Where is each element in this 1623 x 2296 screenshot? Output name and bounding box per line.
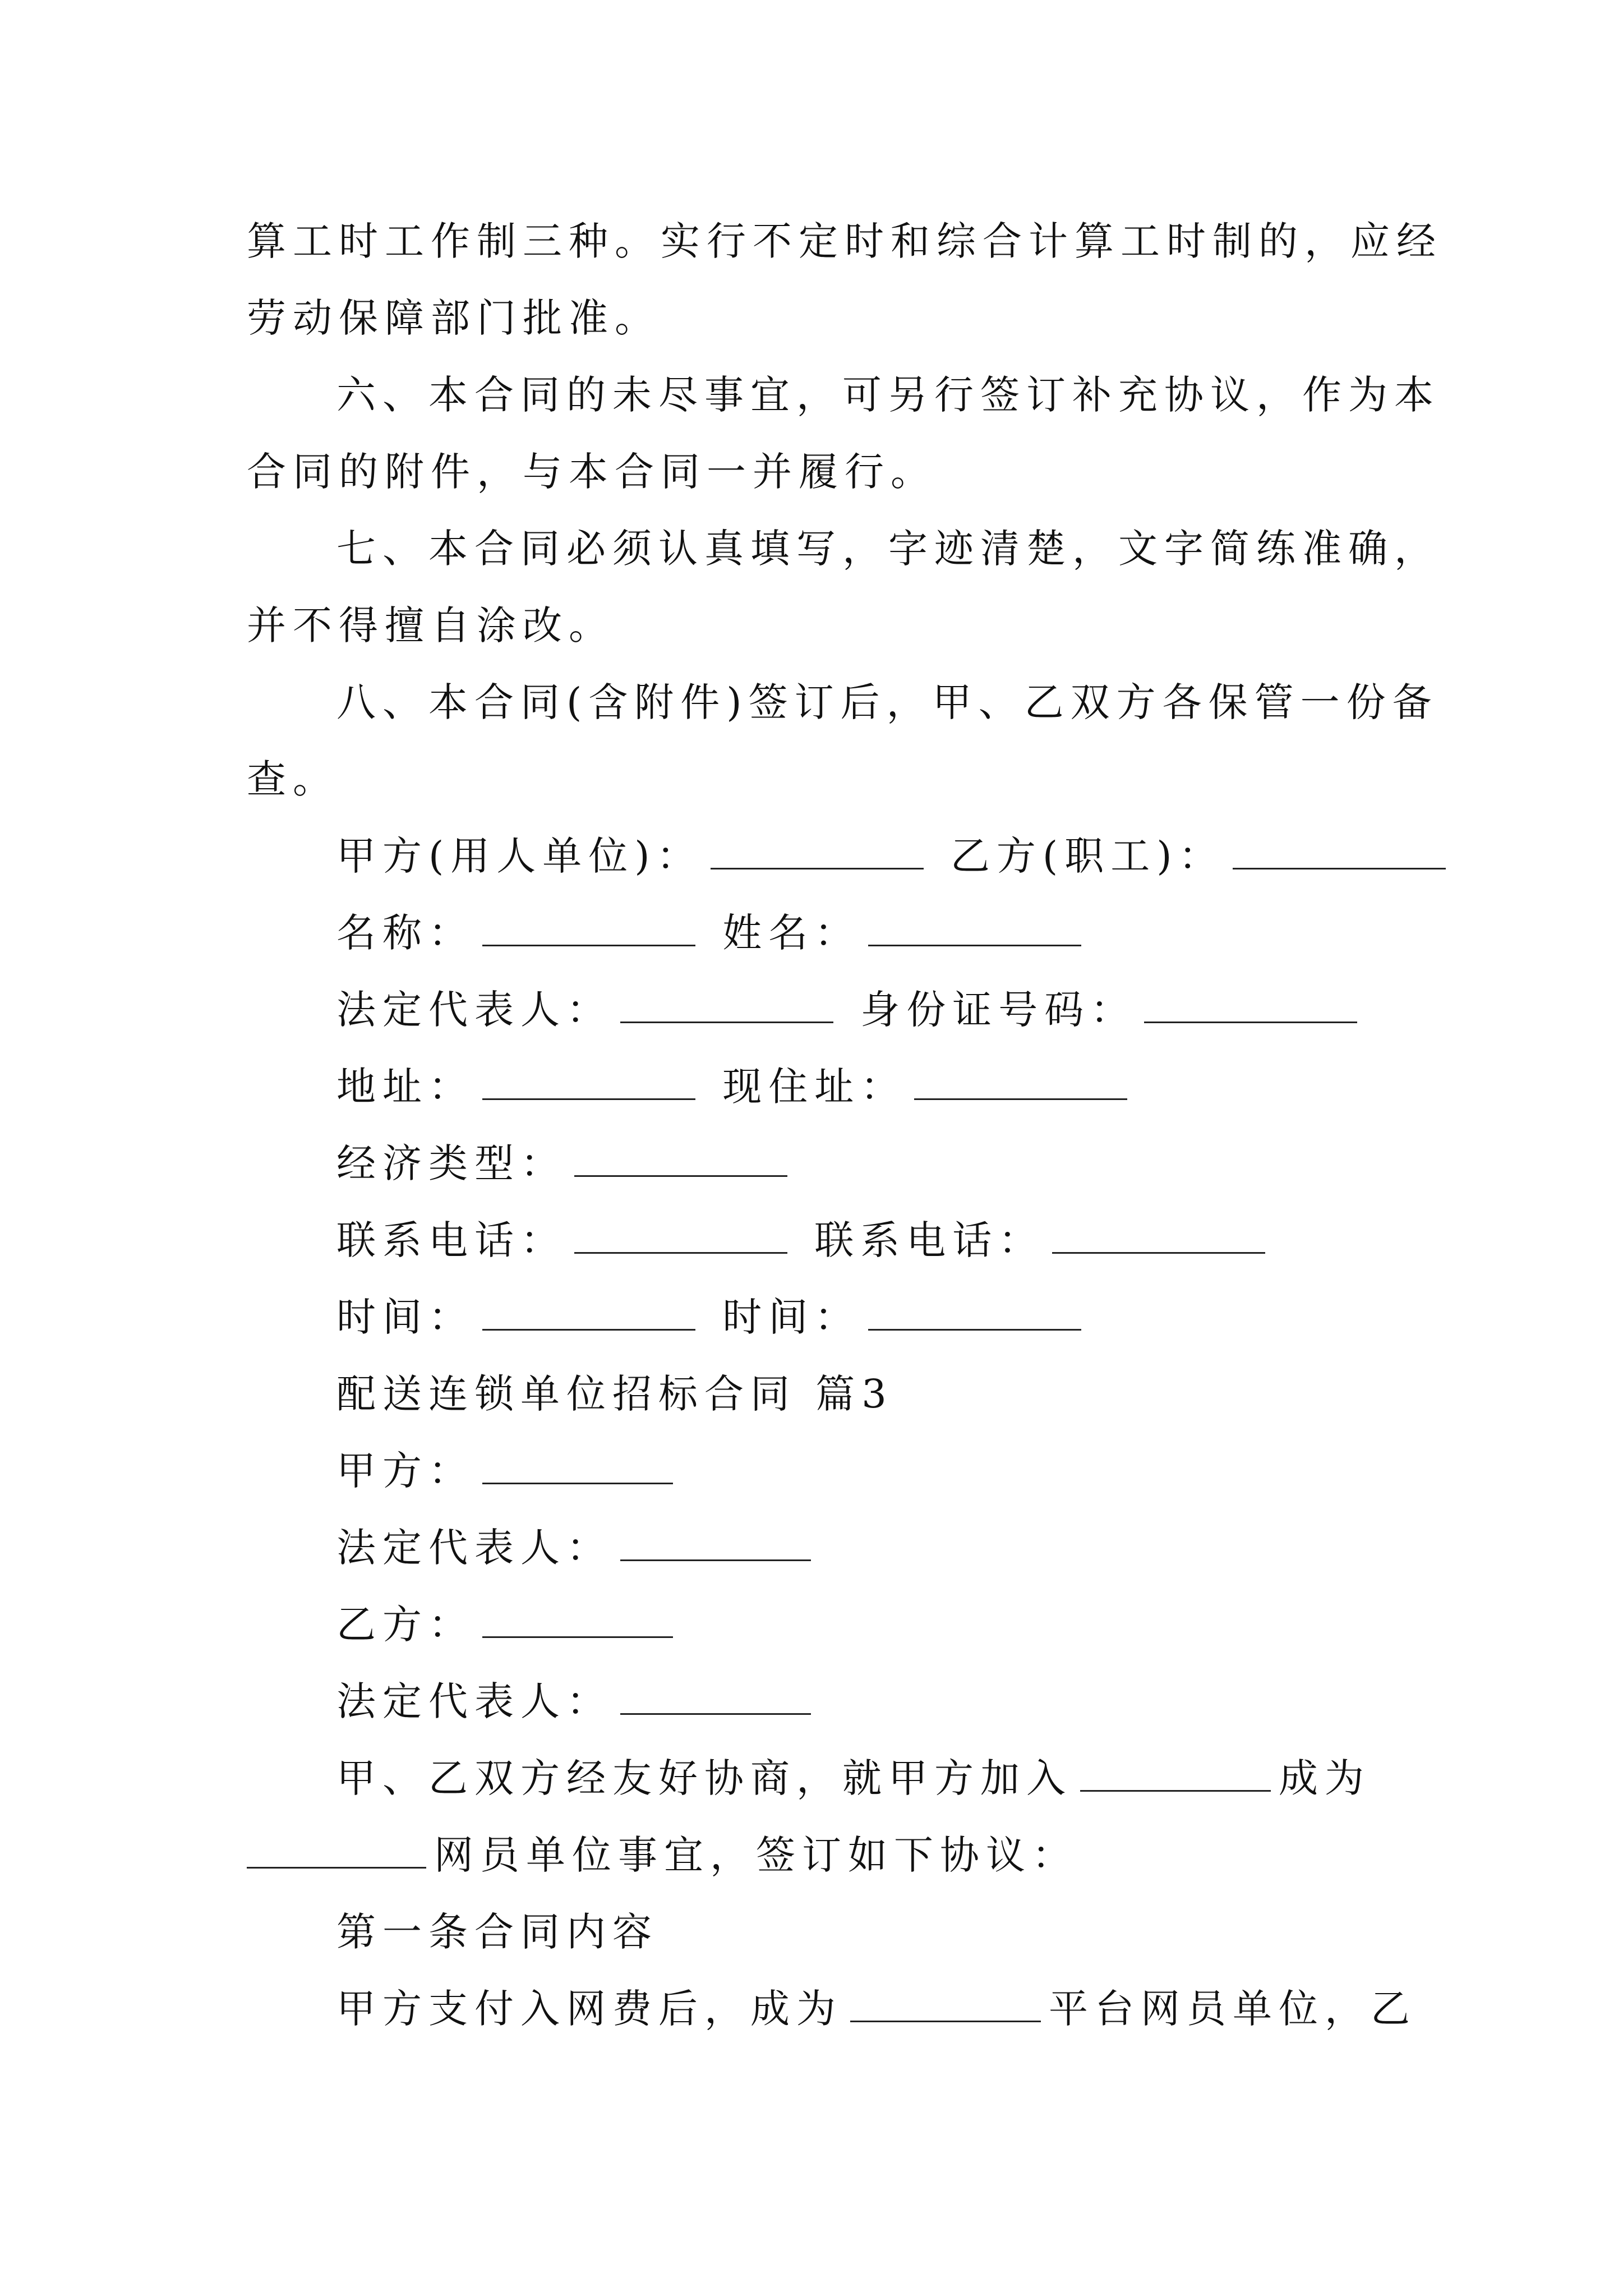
clause-8-line: 查。 xyxy=(247,756,339,802)
economy-type-label: 经济类型： xyxy=(336,1140,566,1186)
party-b-label: 乙方(职工)： xyxy=(950,833,1225,879)
clause-6-line: 六、本合同的未尽事宜，可另行签订补充协议，作为本 xyxy=(336,372,1440,418)
signature-row-time xyxy=(336,1292,1089,1342)
time-b-label: 时间： xyxy=(722,1294,861,1340)
party-a-label: 甲方(用人单位)： xyxy=(336,833,703,879)
current-address-blank xyxy=(914,1066,1127,1100)
phone-b-blank xyxy=(1052,1220,1265,1254)
article-1-text: 甲方支付入网费后，成为 xyxy=(336,1986,842,2032)
id-number-blank xyxy=(1144,989,1357,1023)
paragraph-line: 算工时工作制三种。实行不定时和综合计算工时制的，应经 xyxy=(247,218,1442,264)
phone-a-label: 联系电话： xyxy=(336,1217,566,1263)
section3-legal-rep-b-blank xyxy=(620,1681,811,1715)
article-1-text: 平台网员单位，乙 xyxy=(1049,1986,1417,2032)
article-1-line xyxy=(336,1984,1417,2034)
id-number-label: 身份证号码： xyxy=(860,987,1137,1033)
section3-party-a-blank xyxy=(482,1450,673,1484)
intro-text: 成为 xyxy=(1279,1755,1371,1801)
company-name-blank xyxy=(482,912,695,946)
intro-blank-1 xyxy=(1080,1757,1271,1792)
section3-legal-rep-b-row xyxy=(336,1676,819,1727)
intro-blank-2 xyxy=(247,1834,426,1869)
signature-row-phone xyxy=(336,1215,1273,1266)
address-label: 地址： xyxy=(336,1064,474,1110)
person-name-label: 姓名： xyxy=(722,910,861,956)
person-name-blank xyxy=(868,912,1081,946)
clause-8-line: 八、本合同(含附件)签订后，甲、乙双方各保管一份备 xyxy=(336,679,1438,725)
section3-legal-rep-a-row xyxy=(336,1522,819,1573)
clause-7-line: 并不得擅自涂改。 xyxy=(247,602,615,648)
company-name-label: 名称： xyxy=(336,910,474,956)
party-b-blank xyxy=(1233,835,1446,869)
paragraph-line: 劳动保障部门批准。 xyxy=(247,295,661,341)
section3-legal-rep-a-label: 法定代表人： xyxy=(336,1525,612,1571)
article-1-title: 第一条合同内容 xyxy=(336,1909,658,1955)
intro-text: 网员单位事宜，签订如下协议： xyxy=(434,1832,1078,1878)
address-blank xyxy=(482,1066,695,1100)
section3-party-a-label: 甲方： xyxy=(336,1448,474,1494)
signature-row-parties xyxy=(336,831,1454,881)
legal-rep-label: 法定代表人： xyxy=(336,987,612,1033)
section3-intro-line xyxy=(247,1830,1078,1880)
signature-row-names xyxy=(336,908,1089,958)
time-a-label: 时间： xyxy=(336,1294,474,1340)
section3-legal-rep-a-blank xyxy=(620,1527,811,1561)
legal-rep-blank xyxy=(620,989,833,1023)
section3-party-b-row xyxy=(336,1599,681,1650)
intro-text: 甲、乙双方经友好协商，就甲方加入 xyxy=(336,1755,1072,1801)
party-a-blank xyxy=(711,835,924,869)
clause-7-line: 七、本合同必须认真填写，字迹清楚，文字简练准确， xyxy=(336,526,1440,572)
section3-party-a-row xyxy=(336,1446,681,1496)
phone-a-blank xyxy=(574,1220,787,1254)
clause-6-line: 合同的附件，与本合同一并履行。 xyxy=(247,449,937,495)
phone-b-label: 联系电话： xyxy=(814,1217,1045,1263)
signature-row-address xyxy=(336,1061,1135,1112)
section3-party-b-blank xyxy=(482,1604,673,1638)
economy-type-blank xyxy=(574,1143,787,1177)
section3-intro-line xyxy=(336,1753,1371,1803)
section3-party-b-label: 乙方： xyxy=(336,1602,474,1648)
signature-row-economy xyxy=(336,1138,795,1189)
time-a-blank xyxy=(482,1296,695,1331)
signature-row-legal-id xyxy=(336,984,1365,1035)
section3-legal-rep-b-label: 法定代表人： xyxy=(336,1678,612,1724)
article-1-blank xyxy=(850,1988,1041,2022)
time-b-blank xyxy=(868,1296,1081,1331)
current-address-label: 现住址： xyxy=(722,1064,907,1110)
section-title: 配送连锁单位招标合同 篇3 xyxy=(336,1371,893,1417)
